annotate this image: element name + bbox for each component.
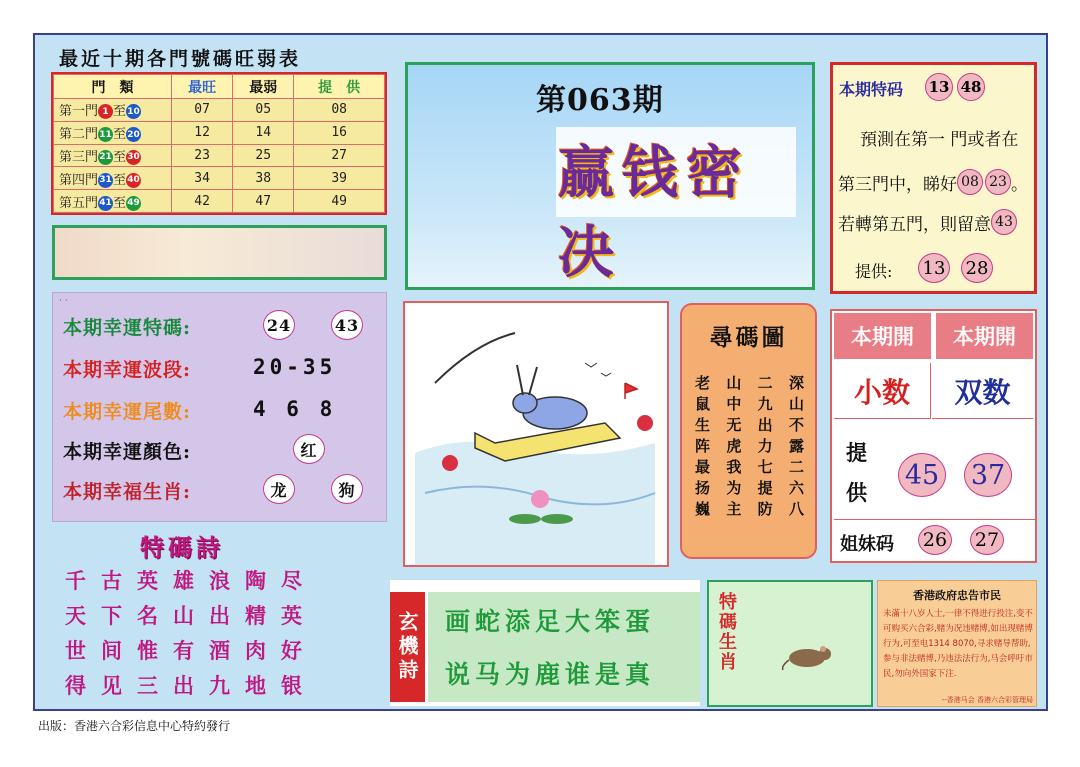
gate-cell: 第五門41至49 [54, 190, 172, 213]
lucky-num: 24 [263, 310, 295, 340]
open-val-small: 小数 [834, 363, 931, 419]
predict-line-2-text: 第三門中，睇好 [838, 174, 957, 195]
provide-num-2: 28 [961, 253, 993, 283]
find-code-column: 山中无虎我为主 [724, 375, 743, 522]
lucky-row [63, 397, 337, 424]
notice-sign: --香港马会 香港六合彩管理局 [941, 696, 1033, 704]
ball-icon: 30 [126, 150, 141, 165]
gate-cell: 第三門21至30 [54, 144, 172, 167]
table-row [54, 144, 385, 167]
lucky-value: 20-35 [253, 355, 337, 379]
find-code-title: 尋碼圖 [709, 324, 788, 351]
header-provide: 提 供 [294, 75, 385, 99]
issue-number: 第063期 [536, 83, 664, 118]
lucky-label: 本期幸運波段: [63, 359, 192, 381]
open-provide-label: 提供 [846, 440, 867, 505]
footer-publisher: 出版：香港六合彩信息中心特約發行 [38, 719, 231, 733]
find-code-box [680, 303, 817, 559]
special-num-2: 48 [957, 73, 985, 101]
cold-cell: 14 [233, 121, 294, 144]
gate-table [51, 72, 387, 215]
header-hot: 最旺 [172, 75, 233, 99]
poem-line: 千古英雄浪陶尽 [65, 568, 317, 593]
lucky-row [63, 313, 360, 340]
ball-icon: 40 [126, 173, 141, 188]
lucky-num: 红 [293, 434, 325, 464]
mystic-line-1: 画蛇添足大笨蛋 [445, 607, 656, 636]
notice-title: 香港政府忠告市民 [913, 589, 1001, 602]
blurred-banner [52, 225, 387, 280]
mystic-line-2: 说马为鹿谁是真 [445, 660, 656, 689]
ball-icon: 31 [98, 173, 113, 188]
sister-num-2: 27 [970, 525, 1004, 555]
poem-line: 世间惟有酒肉好 [65, 638, 317, 663]
special-code-box [830, 62, 1037, 294]
lottery-sheet [33, 33, 1048, 711]
lucky-num: 龙 [263, 474, 295, 504]
gate-cell: 第一門 1 至10 [54, 99, 172, 122]
ball-icon: 21 [98, 150, 113, 165]
cold-cell: 25 [233, 144, 294, 167]
provide-cell: 27 [294, 144, 385, 167]
special-label: 本期特码 [839, 80, 904, 99]
open-box [830, 309, 1037, 563]
table-row [54, 190, 385, 213]
ball-icon: 41 [98, 196, 113, 211]
table-row [54, 99, 385, 122]
mystic-box [390, 580, 700, 706]
special-num-1: 13 [925, 73, 953, 101]
rat-icon [779, 640, 839, 672]
lucky-label: 本期幸運顏色: [63, 441, 192, 463]
ball-icon: 10 [126, 104, 141, 119]
cold-cell: 05 [233, 99, 294, 122]
lucky-num: 狗 [331, 474, 363, 504]
provide-label: 提供: [855, 262, 893, 281]
poem-title: 特碼詩 [140, 533, 224, 562]
find-code-column: 深山不露二六八 [786, 375, 805, 522]
sister-label: 姐妹码 [840, 534, 894, 555]
title-banner [405, 62, 815, 290]
ball-icon: 1 [98, 104, 113, 119]
predict-line-3 [838, 209, 1017, 235]
rabbit-picture [403, 301, 669, 567]
find-code-column: 老鼠生阵最扬巍 [693, 375, 711, 522]
predict-num-1: 08 [957, 169, 983, 195]
cold-cell: 38 [233, 167, 294, 190]
hot-cell: 42 [172, 190, 233, 213]
open-head-2: 本期開 [936, 313, 1033, 359]
table-row [54, 167, 385, 190]
predict-num-2: 23 [985, 169, 1011, 195]
predict-num-3: 43 [991, 209, 1017, 235]
lucky-box: · · 本期幸運特碼: 24 43 本期幸運波段: 20-35 本期幸運尾數: 4 6 8 本期幸運顏色: 红 本期幸福生肖: 龙 狗 [52, 292, 387, 522]
lucky-row [63, 355, 337, 382]
lucky-row [63, 437, 318, 464]
header-gate: 門 類 [54, 75, 172, 99]
provide-cell: 08 [294, 99, 385, 122]
poem-line: 天下名山出精英 [65, 603, 317, 628]
provide-cell: 16 [294, 121, 385, 144]
zodiac-label: 特碼生肖 [716, 592, 737, 672]
provide-cell: 39 [294, 167, 385, 190]
banner-title: 赢钱密决 [558, 140, 750, 286]
ball-icon: 49 [126, 196, 141, 211]
notice-box [877, 580, 1037, 707]
table-row [54, 121, 385, 144]
lucky-label: 本期幸福生肖: [63, 481, 192, 503]
poem-line: 得见三出九地银 [65, 673, 317, 698]
cold-cell: 47 [233, 190, 294, 213]
predict-line-3-text: 若轉第五門，則留意 [838, 214, 991, 235]
open-provide-num-2: 37 [964, 453, 1012, 497]
gate-cell: 第四門31至40 [54, 167, 172, 190]
sister-num-1: 26 [918, 525, 952, 555]
table-title: 最近十期各門號碼旺弱表 [59, 48, 302, 70]
mystic-label: 玄機詩 [390, 592, 425, 702]
ball-icon: 11 [98, 127, 113, 142]
predict-line-2-end: 。 [1011, 174, 1028, 195]
lucky-label: 本期幸運特碼: [63, 317, 192, 339]
provide-num-1: 13 [918, 253, 950, 283]
hot-cell: 34 [172, 167, 233, 190]
predict-line-1: 預測在第一 門或者在 [860, 130, 1019, 150]
ball-icon: 20 [126, 127, 141, 142]
predict-line-2 [838, 169, 1028, 195]
provide-cell: 49 [294, 190, 385, 213]
header-cold: 最弱 [233, 75, 294, 99]
gate-cell: 第二門11至20 [54, 121, 172, 144]
lucky-row [63, 477, 356, 504]
lucky-value: 4 6 8 [253, 397, 337, 421]
notice-body: 未滿十八岁人士,一律不得进行投注,变不可购买六合彩,赌为况违赌博,如出现赌博行为,可至电1314 8070,寻求赌导帮助,参与非法赌博,乃违法法行为,马会呼吁市民,勿向外国家下注. [883, 609, 1033, 679]
lucky-num: 43 [331, 310, 363, 340]
open-provide-num-1: 45 [898, 453, 946, 497]
hot-cell: 23 [172, 144, 233, 167]
open-head-1: 本期開 [834, 313, 931, 359]
find-code-column: 二九出力七提防 [755, 375, 774, 522]
hot-cell: 12 [172, 121, 233, 144]
hot-cell: 07 [172, 99, 233, 122]
lucky-label: 本期幸運尾數: [63, 401, 192, 423]
zodiac-box [707, 580, 873, 707]
open-val-double: 双数 [932, 363, 1033, 419]
